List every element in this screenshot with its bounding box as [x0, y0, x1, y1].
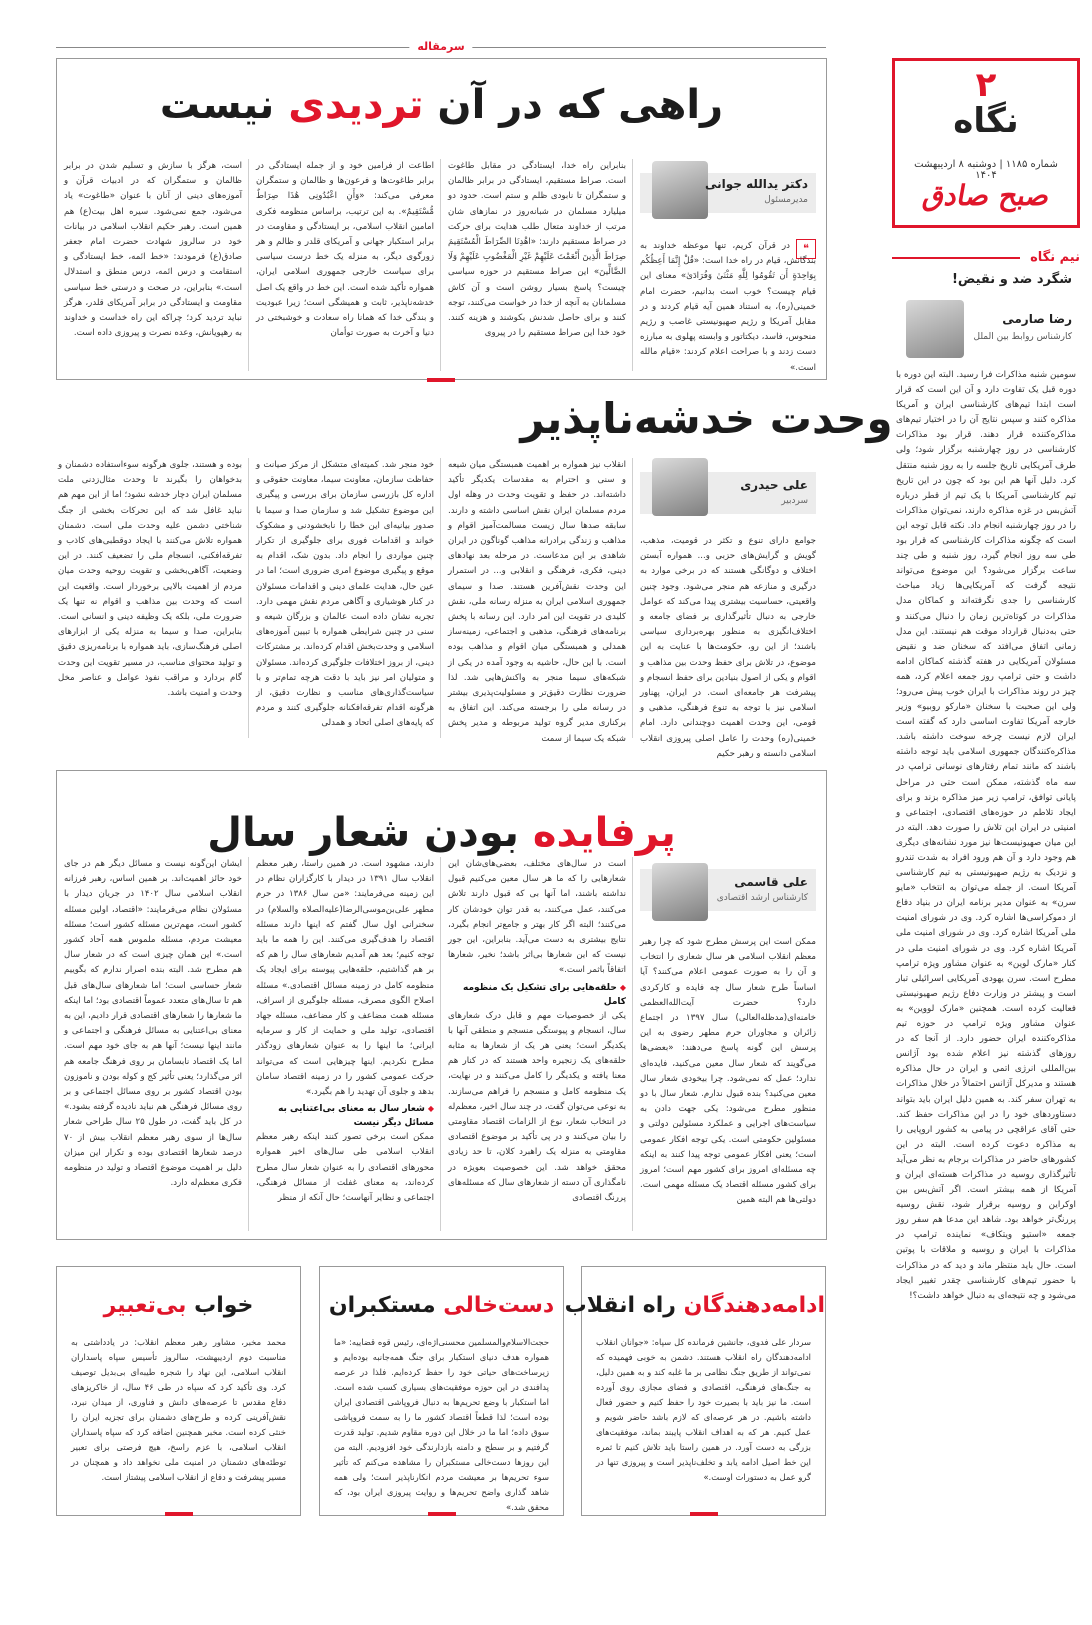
page-number: ۲	[975, 65, 997, 105]
sidebar-author-name: رضا صارمی	[1002, 312, 1072, 326]
slogan-headline-rest: بودن شعار سال	[207, 810, 519, 856]
bottom-box-2-title	[320, 1293, 563, 1318]
newspaper-logo: صبح صادق	[920, 179, 1053, 212]
sidebar-title: شگرد ضد و نقیض!	[951, 272, 1072, 287]
slogan-col-3: دارند، مشهود است. در همین راستا، رهبر معظم انقلاب سال ۱۳۹۱ در دیدار با کارگزاران نظام در این زمینه می‌فرمایند: «من سال ۱۳۸۶ در حرم مطهر علی‌بن‌موسی‌الرضا(علیه‌الصلاه والسلام) در سخنرانی اول سال گفتم که اینها دارند مسئله اقتصاد را هدف‌گیری می‌کنند. این را همه ما باید توجه کنیم؛ بعد هم آمدیم شعارهای سال را هم که بر هم گذاشتیم، حلقه‌هایی پیوسته برای ایجاد یک منظومه کامل در زمینه مسائل اقتصادی.» مسئله اصلاح الگوی مصرف، مسئله جلوگیری از اسراف، مسئله همت مضاعف و کار مضاعف، مسئله جهاد اقتصادی، تولید ملی و حمایت از کار و سرمایه ایرانی؛ ما اینها را به عنوان شعارهای زودگذر مطرح نکردیم. اینها چیزهایی است که می‌تواند حرکت عمومی کشور را در زمینه اقتصاد سامان بدهد و جلوی آن تهدید را هم بگیرد.»	[256, 859, 435, 1098]
slogan-col-2b: یکی از خصوصیات مهم و قابل درک شعارهای سال، انسجام و پیوستگی منسجم و منطقی آنها با یکدیگر است؛ یعنی هر یک از شعارها به مثابه حلقه‌های یک زنجیره واحد هستند که در کنار هم معنا یافته و یکدیگر را کامل می‌کنند و در نهایت، یک منظومه کامل و منسجم را فراهم می‌سازند. به نوعی می‌توان گفت، در چند سال اخیر، معظم‌له در انتخاب شعار، نوع از الزامات اقتصاد مقاومتی را بیان می‌کنند و در پی تأکید بر موضوع اقتصادی مقاومتی به منزله یک راهبرد کلان، تا حد زیادی محقق خواهد شد. این خصوصیت بعویژه در نامگذاری آن دسته از شعارهای سال که مسئله‌های پررنگ اقتصادی	[448, 1010, 626, 1204]
column-rule	[632, 458, 633, 738]
slogan-col-4: ایشان این‌گونه نیست و مسائل دیگر هم در جای خود حائز اهمیت‌اند. بر همین اساس، رهبر فرزانه انقلاب اسلامی سال ۱۴۰۲ در جریان دیدار با مسئولان نظام می‌فرمایند: «اقتصاد، اولین مسئله کشور است، مهم‌ترین مسئله کشور است؛ مسئله معیشت مردم، مسئله ملموس همه آحاد کشور است.» این همان چیزی است که در شعار سال هم مطرح شد. البته بنده اصرار ندارم که بگوییم شعار حساسی است؛ اما شعارهای سال‌های قبل هم تا سال‌های متعدد عموماً اقتصادی بود؛ اما اینکه ما شعارها را شعارهای اقتصادی قرار دادیم، این به معنای بی‌اعتنایی به مسائل فرهنگی و اجتماعی و مانند اینها نیست؛ آنها هم به جای خود مهم است. اما یک اقتصاد نابسامان بر روی فرهنگ جامعه هم اثر می‌گذارد؛ یعنی تأثیر کج و کوله بودن و ناموزون بودن اقتصاد کشور بر روی مسائل اجتماعی و بر روی مسائل فرهنگی هم نباید نادیده گرفته بشود.» در کل باید گفت، در طول ۲۵ سال طراحی شعار سال‌ها از سوی رهبر معظم انقلاب بیش از ۷۰ درصد شعارها اقتصادی بوده و تکرار این میزان دلیل بر اهمیت موضوع اقتصاد و تولید در منظومه فکری معظم‌له دارد.	[64, 859, 242, 1189]
editorial-col-4: است، هرگز با سازش و تسلیم شدن در برابر ظالمان و ستمگران که در ادبیات قرآن و آموزه‌های دینی از آنان با عنوان «طاغوت» یاد می‌شود، جمع نمی‌شود. سیره اهل بیت(ع) هم همین است. رهبر حکیم انقلاب اسلامی در بیانات خود در سالروز شهادت حضرت امام جعفر صادق(ع) فرمودند: «خط ائمه، خط ایستادگی و استقامت و درس ائمه، درس منطق و استدلال است.» بنابراین، در صحت و درستی خط سیاسی مقاومت و ایستادگی در برابر آمریکای قلدر، هرگز نباید تردید کرد؛ چراکه این راه خداست و خداوند به رهپویانش، وعده نصرت و پیروزی داده است.	[64, 161, 242, 339]
column-rule	[632, 857, 633, 1231]
sidebar-body: سومین شنبه مذاکرات فرا رسید. البته این دوره با دوره قبل یک تفاوت دارد و آن این است که قرار است ابتدا تیم‌های کارشناسی ایران و آمریکا مذاکره کنند و سپس نتایج آن را در اختیار تیم‌های مذاکره‌کننده قرار دهند. قرار بود مذاکرات کارشناسی در روز چهارشنبه برگزار شود؛ ولی طرف آمریکایی تاریخ جلسه را به روز شنبه منتقل کرد. دلیل آنها هم این بود که چون در این تاریخ تیم کارشناسی آمریکا با یک تیم از قطر درباره آتش‌بس در غزه مذاکره دارند، نمی‌توان مذاکرات را در روز چهارشنبه انجام داد. نکته قابل توجه این است که چگونه مذاکرات کارشناسی که قرار بود طی سه روز انجام گیرد، روز شنبه و طی چند ساعت برگزار می‌شود؟ این موضوع می‌تواند نتیجه گرفت که آمریکایی‌ها زیاد مباحث کارشناسی را جدی نگرفته‌اند و کماکان مدل مذاکرات در کوتاه‌ترین زمان را دنبال می‌کنند و حتی به‌دنبال قرارداد موقت هم نیستند. این مدل زمانی اتفاق می‌افتد که سخنان ضد و نقیض مسئولان آمریکایی در هفته گذشته کماکان ادامه داشت و حتی ترامپ روز جمعه اعلام کرد، همه چیز در روند مذاکرات با ایران خوب پیش می‌رود؛ ولی این صحبت با سخنان «مارکو روبیو» وزیر خارجه آمریکا تفاوت اساسی دارد که گفته است ایران لازم نیست چرخه سوخت داشته باشد. مذاکره‌کنندگان جمهوری اسلامی باید توجه داشته باشند که مانند تمام رفتارهای نوسانی ترامپ در سه ماه گذشته، ممکن است حتی در مراحل پایانی توافق، ترامپ زیر میز مذاکره بزند و برای ایجاد تلاطم در حوزه‌های اقتصادی، اجتماعی و امنیتی در ایران این تلاش را صورت دهد. البته در این میان صهیونیست‌ها نیز مورد نشانه‌های دیگری هم وجود دارد و آن هم ورود افراد به شدت تندرو و نزدیک به رژیم صهیونیستی به تیم کارشناسی آمریکا است. از جمله می‌توان به انتخاب «مایو سرن» به عنوان مدیر برنامه ایران در بنیاد دفاع از دموکراسی‌ها اشاره کرد. وی در شورای امنیت ملی آمریکا اشاره کرد. وی در شورای امنیت ملی آمریکا اشاره کرد. وی در شورای امنیت ملی در کنار «مارک لوین» به عنوان مشاور ویژه ترامپ مطرح است. سرن یهودی آمریکایی اسرائیلی تبار است و پیشتر در وزارت دفاع رژیم صهیونیستی فعالیت کرده است. همچنین «مارک لووین» به عنوان مشاور ویژه ترامپ در حوزه تیم مذاکره‌کننده ایران حضور دارد. از آنجا که در روزهای گذشته نیز اعلام شده بود آژانس بین‌المللی انرژی اتمی و ایران در حال مذاکره هستند و مدیرکل آژانس احتمالاً در خلال مذاکرات به تهران سفر کند. به همین دلیل ایران باید بتواند دستاوردهای خود را در این مذاکرات حفظ کند. حتی آقای عراقچی در پیامی به کشور اروپایی را به مذاکره دعوت کرده است. البته در این کشورهای حاضر در مذاکرات برجام به نظر می‌آید تأثیرگذاری روسیه در مذاکرات هسته‌ای ایران و آمریکا از همه بیشتر است. اگر آتش‌بس بین اوکراین و روسیه برقرار شود، نقش روسیه پررنگ‌تر خواهد بود. شاهد این مدعا هم سفر روز جمعه «استیو ویتکاف» نماینده ترامپ در مذاکرات با ایران و روسیه و ملاقات با پوتین است. حال باید منتظر ماند و دید که در مذاکرات با حضور تیم‌های کارشناسی چقدر تغییر ایجاد می‌شود و چه نتیجه‌ای به دنبال خواهد داشت؟!	[896, 370, 1076, 1301]
slogan-headline-red: پرفایده	[532, 810, 676, 856]
bottom-box-3	[56, 1266, 301, 1516]
column-rule	[632, 159, 633, 371]
red-divider-tick	[427, 378, 455, 382]
unity-col-1: جوامع دارای تنوع و تکثر در قومیت، مذهب، گویش و گرایش‌های حزبی و... همواره آبستن اختلاف و دوگانگی هستند که در برخی موارد به درگیری و منازعه هم منجر می‌شود. وجود چنین واقعیتی، حساسیت بیشتری پیدا می‌کند که عوامل خارجی به دنبال تأثیرگذاری بر فضای جامعه و اختلاف‌انگیزی به منظور بهره‌برداری سیاسی باشند؛ از این رو، حکومت‌ها با عنایت به این موضوع، در تلاش برای حفظ وحدت بین مذاهب و اقوام و یکی از اصول بنیادین برای حفظ انسجام و پیشرفت هر جامعه‌ای است. در ایران، پهناور اسلامی نیز با توجه به تنوع فرهنگی، مذهبی و قومی، این وحدت اهمیت دوچندانی دارد. امام خمینی(ره) وحدت را عامل اصلی پیروزی انقلاب اسلامی دانسته و رهبر حکیم	[640, 536, 816, 759]
bottom-box-2-body: حجت‌الاسلام‌والمسلمین محسنی‌اژه‌ای، رئیس قوه قضاییه: «ما همواره هدف دنیای استکبار برای جنگ همه‌جانبه بوده‌ایم و زیرساخت‌های حیاتی خود را حفظ کرده‌ایم. فلذا در عرصه پدافندی در این حوزه موفقیت‌های بسیاری کسب شده است. اما استکبار با وضع تحریم‌ها به دنبال فروپاشی اقتصادی ایران بوده است؛ لذا قطعاً اقتصاد کشور ما را به سمت فروپاشی سوق داده؛ اما ما در خلال این دوره مقاوم شدیم. تولید قدرت گرفتیم و بر سطح و دامنه بازدارندگی خود افزودیم. البته من این روزها دست‌خالی مستکبران را مشاهده می‌کنم که تأثیر سوء تحریم‌ها بر معیشت مردم انکارناپذیر است؛ ولی همه شاهد گذاری واضح تحریم‌ها و روایت پیروزی ایران بود، که محقق شد.»	[334, 1337, 549, 1512]
red-divider-tick	[428, 1512, 456, 1516]
quote-icon: ❝	[796, 239, 816, 259]
editorial-headline-part3: نیست	[159, 82, 275, 128]
section-title: نگاه	[953, 101, 1019, 141]
bottom-box-1-title-rest: راه انقلاب	[564, 1293, 676, 1318]
editorial-col-3: اطاعت از فرامین خود و از جمله ایستادگی در برابر طاغوت‌ها و فرعون‌ها و ظالمان و ستمگران معرفی می‌کند: «وَأَنِ اعْبُدُونِی هَٰذَا صِرَاطٌ مُّسْتَقِیمٌ». به این ترتیب، براساس منظومه فکری امامین انقلاب اسلامی، بر ایستادگی و مقاومت در برابر استکبار جهانی و آمریکای قلدر و ظالم و هر زورگوی دیگر، به منزله یک خط درست سیاسی برای سیاست خارجی جمهوری اسلامی ایران، همواره تأکید شده است. این خط در واقع یک اصل خدشه‌ناپذیر، ثابت و همیشگی است؛ زیرا عبودیت و بندگی خدا که همانا راه سعادت و خوشبختی در دنیا و آخرت به صورت توأمان	[256, 161, 434, 339]
sidebar-author-role: کارشناس روابط بین الملل	[973, 332, 1072, 342]
column-rule	[248, 159, 249, 371]
editorial-author-name: دکتر یدالله جوانی	[704, 177, 808, 191]
unity-col-3: خود منجر شد. کمیته‌ای متشکل از مرکز صیانت و حفاظت سازمان، معاونت سیما، معاونت حقوقی و اداره کل بازرسی سازمان برای بررسی و پیگیری این موضوع تشکیل شد و سازمان صدا و سیما با صدور بیانیه‌ای این خطا را نابخشودنی و مشکوک خواند و اقدامات فوری برای جلوگیری از تکرار چنین مواردی را انجام داد. بدون شک، اقدام به موقع و پیگیری موضوع امری ضروری است؛ اما در عین حال، هدایت علمای دینی و اقدامات مسئولان در کنار هوشیاری و آگاهی مردم نقش مهمی دارد. تجربه نشان داده است عالمان و بزرگان شیعه و سنی در چنین شرایطی همواره با تبیین آموزه‌های اسلامی و وحدت‌بخش اقدام کرده‌اند. بر مشترکات دینی، از بروز اختلافات جلوگیری کرده‌اند. مسئولان و متولیان امر نیز باید با دقت هرچه تمام‌تر و با سیاست‌گذاری‌های مناسب و نظارت دقیق، از هرگونه اقدام تفرقه‌افکنانه جلوگیری کنند و مردم که پایه‌های اصلی اتحاد و همدلی	[256, 460, 434, 729]
red-divider-tick	[165, 1512, 193, 1516]
editorial-headline	[57, 81, 826, 129]
bottom-box-1	[564, 1266, 826, 1516]
bottom-box-1-body: سردار علی فدوی، جانشین فرمانده کل سپاه: «جوانان انقلاب ادامه‌دهندگان راه انقلاب هستند. دشمن به خوبی فهمیده که نمی‌تواند از طریق جنگ نظامی بر ما غلبه کند و به همین دلیل، به جنگ‌های فرهنگی، اقتصادی و فضای مجازی روی آورده است. ما نیز باید با بصیرت خود را حفظ کنیم و حضور فعال داشته باشیم. در هر عرصه‌ای که لازم باشد حاضر شویم و عمل کنیم. هر که به اهداف انقلاب پایبند بماند، موفقیت‌های بزرگی به دست آورد. در همین راستا باید تلاش کنیم تا ثمره این خط اصیل ادامه یابد و تخلف‌ناپذیر است و پیروزی تنها در گرو عمل به دستورات اوست.»	[596, 1337, 811, 1482]
column-rule	[440, 857, 441, 1231]
slogan-col-3b: ممکن است برخی تصور کنند اینکه رهبر معظم انقلاب اسلامی طی سال‌های اخیر همواره محورهای اقتصادی را به عنوان شعار سال مطرح کرده‌اند، به معنای غفلت از مسائل فرهنگی، اجتماعی و نظایر آنهاست؛ حال آنکه از منظر	[256, 1132, 434, 1204]
unity-author-role: سردبیر	[781, 496, 808, 506]
unity-headline: وحدت خدشه‌ناپذیر	[520, 394, 893, 443]
editorial-author-role: مدیرمسئول	[764, 195, 808, 205]
slogan-subhead-1: ◆ حلقه‌هایی برای تشکیل یک منظومه کامل	[448, 981, 626, 1009]
issue-line: شماره ۱۱۸۵ | دوشنبه ۸ اردیبهشت ۱۴۰۴	[914, 159, 1058, 181]
sidebar-label-rule	[892, 257, 1020, 259]
unity-author-card	[640, 458, 816, 530]
sidebar-author-card	[892, 298, 1080, 358]
sidebar-label-text: نیم نگاه	[1022, 248, 1080, 268]
bottom-box-3-title-red: بی‌تعبیر	[103, 1293, 187, 1318]
editorial-headline-part1: راهی که در آن	[437, 82, 724, 128]
bottom-box-3-title	[57, 1293, 300, 1318]
unity-author-photo	[652, 458, 708, 516]
slogan-col-1: ممکن است این پرسش مطرح شود که چرا رهبر معظم انقلاب اسلامی هر سال شعاری را انتخاب و آن را به صورت عمومی اعلام می‌کنند؟ آیا اساساً طرح شعار سال چه فایده و کارکردی دارد؟ حضرت آیت‌الله‌العظمی خامنه‌ای(مدظله‌العالی) سال ۱۳۹۷ در اجتماع زائران و مجاوران حرم مطهر رضوی به این پرسش این گونه پاسخ می‌دهند: «بعضی‌ها می‌گویند که شعار سال معین می‌کنید، فایده‌ای ندارد؛ عمل که نمی‌شود. چرا بیخودی شعار سال معین می‌کنید؟ بنده قبول ندارم. شعار سال با دو منظور مطرح می‌شود: یکی جهت دادن به سیاست‌های اجرایی و عملکرد مسئولین دولتی و مسئولین حکومتی است. یکی توجه افکار عمومی است؛ یعنی افکار عمومی توجه پیدا کنند به اینکه چه مسئله‌ای امروز برای کشور مهم است؛ امروز برای کشور مسئله اقتصاد یک مسئله مهمی است. دولتی‌ها هم البته همین	[640, 937, 816, 1206]
slogan-col-3-wrap	[256, 857, 434, 1235]
column-rule	[440, 159, 441, 371]
bottom-box-1-title-red: ادامه‌دهندگان	[683, 1293, 825, 1318]
slogan-col-2: است در سال‌های مختلف، بعضی‌های‌شان این شعارهایی را که ما هر سال معین می‌کنیم قبول نداشته باشند، اما آنها بی که قبول دارند تلاش می‌کنند، عمل می‌کنند، به قدر توان خودشان کار می‌کنند؛ البته اگر کار بهتر و جامع‌تر انجام بگیرد، نتایج بیشتری به دست می‌آید. بنابراین، این جور نیست که این شعارها بی‌اثر باشد؛ نخیر، شعارها اتفاقاً باثمر است.»	[448, 859, 626, 976]
unity-author-name: علی حیدری	[740, 478, 808, 492]
column-rule	[248, 857, 249, 1231]
unity-col-4: بوده و هستند، جلوی هرگونه سوءاستفاده دشمنان و بدخواهان را بگیرند تا وحدت مثال‌زدنی ملت مسلمان ایران دچار خدشه نشود؛ اما از این مهم هم نباید غافل شد که این تحرکات بخشی از جنگ شناختی دشمن علیه وحدت ملی است. دشمنان همواره تلاش می‌کنند با ایجاد دوقطبی‌های کاذب و تفرقه‌افکنی، انسجام ملی را تضعیف کنند. در این وضعیت، آگاهی‌بخشی و تقویت روحیه وحدت میان مردم از اهمیت بالایی برخوردار است. واقعیت این است که وحدت بین مذاهب و اقوام نه تنها یک ضرورت ملی، بلکه یک وظیفه دینی و انسانی است. بنابراین، صدا و سیما به منزله یکی از ابزارهای اصلی فرهنگ‌سازی، باید همواره با برنامه‌ریزی دقیق و تولید محتوای مناسب، در مسیر تقویت این وحدت گام بردارد و مراقب نفوذ عوامل و عناصر مخل وحدت و امنیت باشد.	[58, 460, 242, 699]
slogan-author-photo	[652, 863, 708, 921]
sidebar-author-photo	[906, 300, 964, 358]
slogan-box	[56, 770, 827, 1240]
bottom-box-2	[319, 1266, 564, 1516]
slogan-col-2-wrap	[448, 857, 626, 1235]
bottom-box-1-title	[564, 1293, 825, 1318]
slogan-subhead-2: ◆ شعار سال به معنای بی‌اعتنایی به مسائل دیگر نیست	[256, 1102, 434, 1130]
column-rule	[440, 458, 441, 738]
editorial-box	[56, 58, 827, 380]
red-divider-tick	[690, 1512, 718, 1516]
slogan-author-name: علی قاسمی	[734, 875, 808, 889]
slogan-headline	[57, 809, 826, 857]
sidebar-label	[892, 248, 1080, 268]
bottom-box-3-title-main: خواب	[194, 1293, 254, 1318]
masthead	[892, 58, 1080, 228]
bottom-box-2-title-red: دست‌خالی	[443, 1293, 555, 1318]
slogan-author-role: کارشناس ارشد اقتصادی	[716, 893, 808, 903]
bottom-box-2-title-rest: مستکبران	[328, 1293, 436, 1318]
bottom-box-3-body: محمد مخبر، مشاور رهبر معظم انقلاب: در یادداشتی به مناسبت دوم اردیبهشت، سالروز تأسیس سپاه پاسداران انقلاب اسلامی، این نهاد را شجره طیبه‌ای بی‌بدیل توصیف کرد. وی تأکید کرد که سپاه در طی ۴۶ سال، از خاکریزهای دفاع مقدس تا عرصه‌های دانش و فناوری، از میدان نبرد، نقش‌آفرینی کرده و طرح‌های دشمنان برای تجزیه ایران را خنثی کرده است. مخبر همچنین اضافه کرد که سپاه پاسداران انقلاب اسلامی، با عزم راسخ، هیچ فرصتی برای تعبیر توطئه‌های دشمنان در امنیت ملی نخواهد داد و همچنان در مسیر پیشرفت و دفاع از انقلاب اسلامی پیشتاز است.	[71, 1337, 286, 1482]
editorial-author-photo	[652, 161, 708, 219]
editorial-col-1: در قرآن کریم، تنها موعظه خداوند به بندگانش، قیام در راه خدا است: «قُلْ إِنَّمَا أَعِظُکُم بِوَاحِدَةٍ أَن تَقُومُوا لِلَّهِ مَثْنَىٰ وَفُرَادَىٰ» معنای این قیام چیست؟ خوب است بدانیم، حضرت امام خمینی(ره)، به استناد همین آیه قیام کردند و در مقابل آمریکا و رژیم صهیونیستی غاصب و رژیم منحوس، فاسد، دیکتاتور و وابسته پهلوی به مبارزه دست زدند و با صراحت اعلام کردند: «قیام مالله است.»	[640, 241, 816, 373]
editorial-author-card	[640, 159, 816, 229]
slogan-author-card	[640, 857, 816, 929]
column-rule	[248, 458, 249, 738]
editorial-label-text: سرمقاله	[409, 40, 472, 54]
editorial-section-label	[56, 40, 826, 54]
unity-col-2: انقلاب نیز همواره بر اهمیت همبستگی میان شیعه و سنی و احترام به مقدسات یکدیگر تأکید داشته‌اند. در حفظ و تقویت وحدت در وهله اول مردم مسلمان ایران نقش اساسی داشته و دارند. سابقه صدها سال زیست مسالمت‌آمیز اقوام و مذاهب و زندگی برادرانه مذاهب گوناگون در ایران شاهدی بر این مدعاست. در مرحله بعد نهادهای دینی، فکری، فرهنگی و انقلابی و... در استمرار این وحدت نقش‌آفرین هستند. صدا و سیمای جمهوری اسلامی ایران به منزله رسانه ملی، نقش کلیدی در تقویت این امر دارد. این رسانه با پخش برنامه‌های فرهنگی، مذهبی و اجتماعی، زمینه‌ساز همدلی و همبستگی میان اقوام و مذاهب بوده است. با این حال، حاشیه به وجود آمده در یکی از شبکه‌های سیما منجر به واکنش‌هایی شد. لذا ضرورت نظارت دقیق‌تر و مسئولیت‌پذیری بیشتر در رسانه ملی را برجسته می‌کند. این اتفاق به برکناری مدیر گروه تولید مربوطه و مدیر پخش شبکه یک سیما از سمت	[448, 460, 626, 744]
editorial-headline-red: تردیدی	[288, 82, 424, 128]
editorial-col-2: بنابراین راه خدا، ایستادگی در مقابل طاغوت است. صراط مستقیم، ایستادگی در برابر ظالمان و ستمگران تا نابودی ظلم و ستم است. حدود دو میلیارد مسلمان در شبانه‌روز در نمازهای شان مرتب از خداوند متعال طلب هدایت برای حرکت در صراط مستقیم دارند: «اهْدِنَا الصِّرَاطَ الْمُسْتَقِیمَ صِرَاطَ الَّذِینَ أَنْعَمْتَ عَلَیْهِمْ غَیْرِ الْمَغْضُوبِ عَلَیْهِمْ وَلَا الضَّالِّینَ» این صراط مستقیم در حوزه سیاسی چیست؟ پاسخ بسیار روشن است و آن کاش مسلمانان به آنچه از خدا در خواست می‌کنند، توجه کنند و برای حاصل شدنش بکوشند و هزینه کنند. خود خدا این صراط مستقیم را در پیروی	[448, 161, 626, 339]
